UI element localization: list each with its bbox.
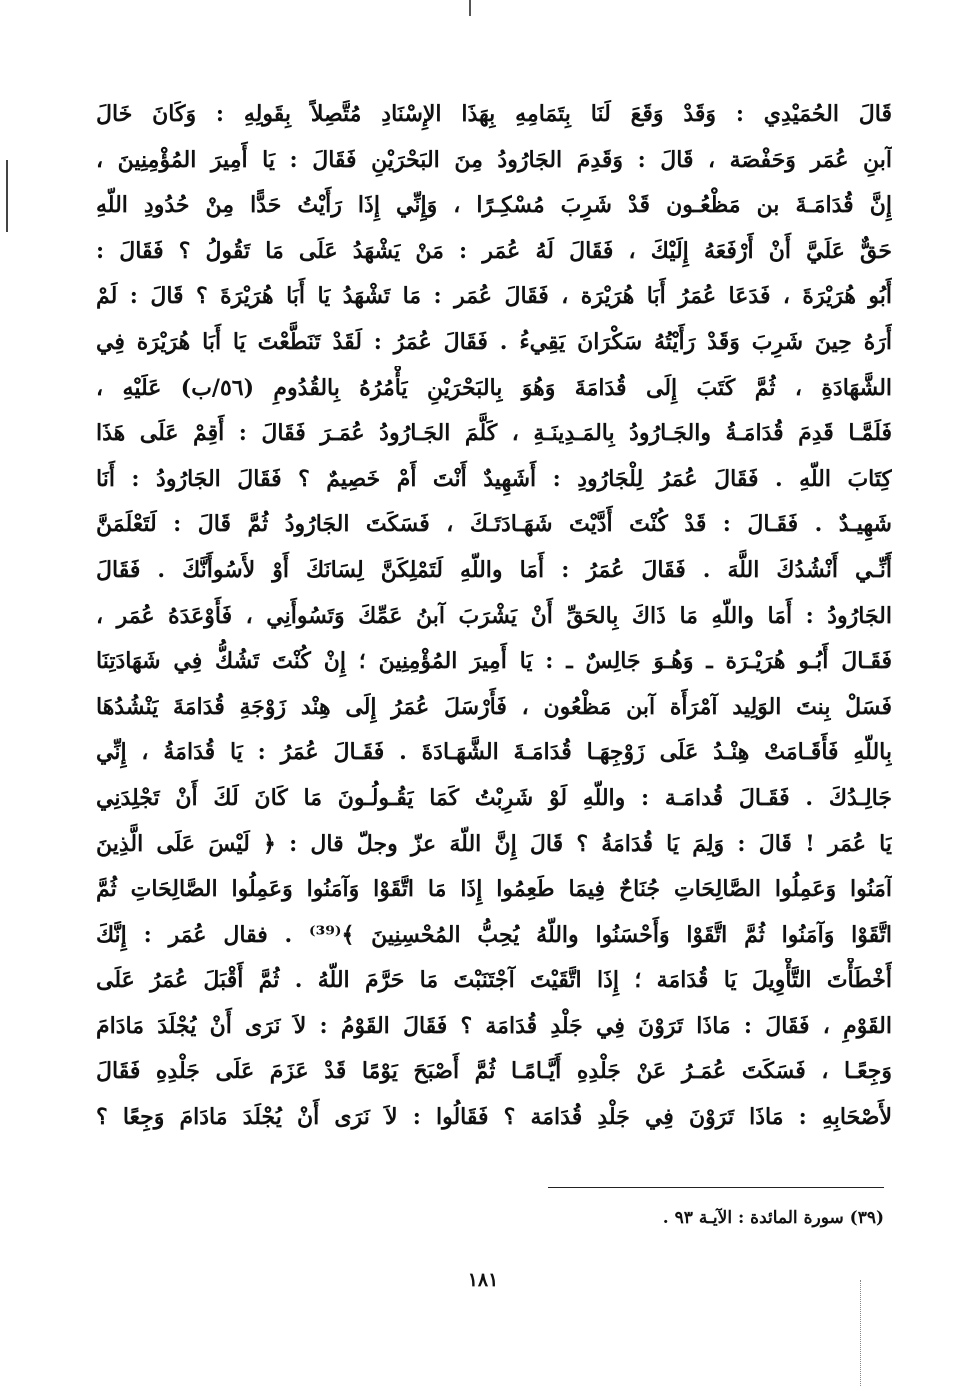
text-line: الجَارُودُ : أَمَا واللّهِ مَا ذَاكَ بِالحَقِّ أَنْ يَشْرَبَ آبنُ عَمِّكَ وَتَسُوأَنِي ، فَأَوْعَدَهُ عُمَر ، [96, 602, 892, 629]
text-line: إِنَّ قُدَامَـةَ بن مَظْعُـون قَدْ شَرِبَ مُسْكِـرًا ، وَإِنِّي إِذَا رَأَيْتُ حَدًّا مِنْ حُدُودِ اللّهِ [96, 192, 892, 219]
text-line: فَقَـالَ أَبُـو هُرَيْـرَة ـ وَهُـوَ جَالِسٌ ـ : يَا أَمِيرَ المُؤْمِنِينَ ؛ إِنْ كُنْتَ تَشُكُّ فِي شَهَادَتِنَا [96, 648, 892, 675]
text-line: آمَنُوا وَعَمِلُوا الصَّالِحَاتِ جُنَاحٌ فِيمَا طَعِمُوا إِذَا مَا اتَّقَوْا وَآمَنُوا وَعَمِلُوا الصَّالِحَاتِ ثُمَّ [96, 876, 892, 903]
text-line: فَسَلْ بِنتَ الوَلِيد آمْرَأَة آبن مَظْعُون ، فَأَرْسَلَ عُمَرُ إِلَى هِنْد زَوْجَةِ قُدَامَةَ يَنْشُدُهَا [96, 693, 892, 720]
text-line: آبنِ عُمَر وَحَفْصَة ، قَالَ : وَقَدِمَ الجَارُودُ مِنَ البَحْرَيْنِ فَقَالَ : يَا أَمِيرَ المُؤْمِنِينَ ، [96, 146, 892, 173]
text-line: وَجِعًـا ، فَسَكَتَ عُمَـرُ عَنْ جَلْدِهِ أَيَّـامًـا ثُمَّ أَصْبَحَ يَوْمًا قَدْ عَزَمَ عَلَى جَلْدِهِ فَقَالَ [96, 1058, 892, 1085]
main-text-block [96, 92, 892, 1141]
text-line: جَالِـدُكَ . فَقَـالَ قُدامَـة : واللّهِ لَوْ شَرِبْتُ كَمَا يَقُـولُـونَ مَا كَانَ لَكَ أَنْ تَجْلِدَنِي [96, 784, 892, 811]
text-line: أَخْطَأْتَ التَّأْوِيلَ يَا قُدَامَة ؛ إِذَا اتَّقَيْتَ آجْتَنَبْتَ مَا حَرَّمَ اللّهُ . ثُمَّ أَقْبَلَ عُمَرُ عَلَى [96, 967, 892, 994]
text-line: يَا عُمَر ! قَالَ : وَلِمَ يَا قُدَامَةُ ؟ قَالَ إِنَّ اللّهَ عزّ وجلّ قال : ﴿ لَيْسَ عَلَى الَّذِينَ [96, 830, 892, 857]
footnote-separator [548, 1187, 884, 1188]
text-line: أَبُو هُرَيْرَةَ ، فَدَعَا عُمَرُ أَبَا هُرَيْرَة ، فَقَالَ عُمَر : مَا تَشْهَدُ يَا أَبَا هُرَيْرَةَ ؟ قَالَ : لَمْ [96, 283, 892, 310]
text-line: بِاللّهِ فَأَقَـامَتْ هِنْـدُ عَلَى زَوْجِهَـا قُدَامَـةَ الشَّهَـادَةَ . فَقَـالَ عُمَرُ : يَا قُدَامَةُ ، إِنِّي [96, 739, 892, 766]
text-line: الشَّهَادَةِ ، ثُمَّ كَتَبَ إِلَى قُدَامَةَ وَهُوَ بِالبَحْرَيْنِ يَأْمُرُهُ بِالقُدُومِ (٥٦/ب) عَلَيْهِ ، [96, 374, 892, 401]
text-line: أَرَهُ حِينَ شَرِبَ وَقَدْ رَأَيْتُهُ سَكْرَانَ يَقِيءُ . فَقَالَ عُمَرُ : لَقَدْ تَنَطَّعْتَ يَا أَبَا هُرَيْرَة فِي [96, 328, 892, 355]
text-line: كِتَابَ اللّهِ . فَقَالَ عُمَرُ لِلْجَارُودِ : أَشَهِيدٌ أَنْتَ أَمْ خَصِيمٌ ؟ فَقَالَ الجَارُودُ : أَنَا [96, 465, 892, 492]
text-line: حَقٌّ عَلَيَّ أَنْ أَرْفَعَهُ إِلَيْكَ ، فَقَالَ لَهُ عُمَر : مَنْ يَشْهَدُ عَلَى مَا تَقُولُ ؟ فَقَالَ : [96, 237, 892, 264]
text-line: فَلَمَّـا قَدِمَ قُدَامَـةُ والجَـارُودُ بِالمَـدِينَـةِ ، كَلَّمَ الجَـارُودُ عُمَـرَ فَقَالَ : أَقِمْ عَلَى هَذَا [96, 420, 892, 447]
text-line: قَالَ الحُمَيْدِي : وَقَدْ وَقَعَ لَنَا بِتَمَامِهِ بِهَذَا الإِسْنَادِ مُتَّصِلاً بِقَولِهِ : وَكَانَ خَالَ [96, 101, 892, 127]
text-line: القَوْمِ ، فَقَالَ : مَاذَا تَرَوْنَ فِي جَلْدِ قُدَامَة ؟ فَقَالَ القَوْمُ : لاَ نَرَى أَنْ يُجْلَدَ مَادَامَ [96, 1012, 892, 1039]
scan-edge-mark [469, 0, 471, 16]
text-line: أَنِّـي أَنْشُدُكَ اللَّهَ . فَقَالَ عُمَرُ : أَمَا واللّهِ لَتَمْلِكَنَّ لِسَانَكَ أَوْ لأَسُوأَنَّكَ . فَقَالَ [96, 556, 892, 583]
text-line: اتَّقَوْا وَآمَنُوا ثُمَّ اتَّقَوْا وَأَحْسَنُوا واللّهُ يُحِبُّ المُحْسِنِينَ ﴾⁽³⁹⁾ . فقال عُمَر : إِنَّكَ [96, 921, 892, 948]
page-number: ١٨١ [467, 1269, 499, 1291]
scan-edge-mark [6, 160, 8, 232]
scan-edge-mark [860, 1280, 861, 1386]
text-line: شَهِيـدٌ . فَقَـالَ : قَدْ كُنْتَ أَدَّيْتَ شَهَـادَتَـكَ ، فَسَكَتَ الجَارُودُ ثُمَّ قَالَ : لَتَعْلَمَنَّ [96, 511, 892, 538]
footnote: (٣٩) سورة المائدة : الآيـة ٩٣ . [662, 1208, 884, 1228]
text-line: لأَصْحَابِهِ : مَاذَا تَرَوْنَ فِي جَلْدِ قُدَامَة ؟ فَقَالُوا : لاَ نَرَى أَنْ يُجْلَدَ مَادَامَ وَجِعًا ؟ [96, 1104, 892, 1131]
